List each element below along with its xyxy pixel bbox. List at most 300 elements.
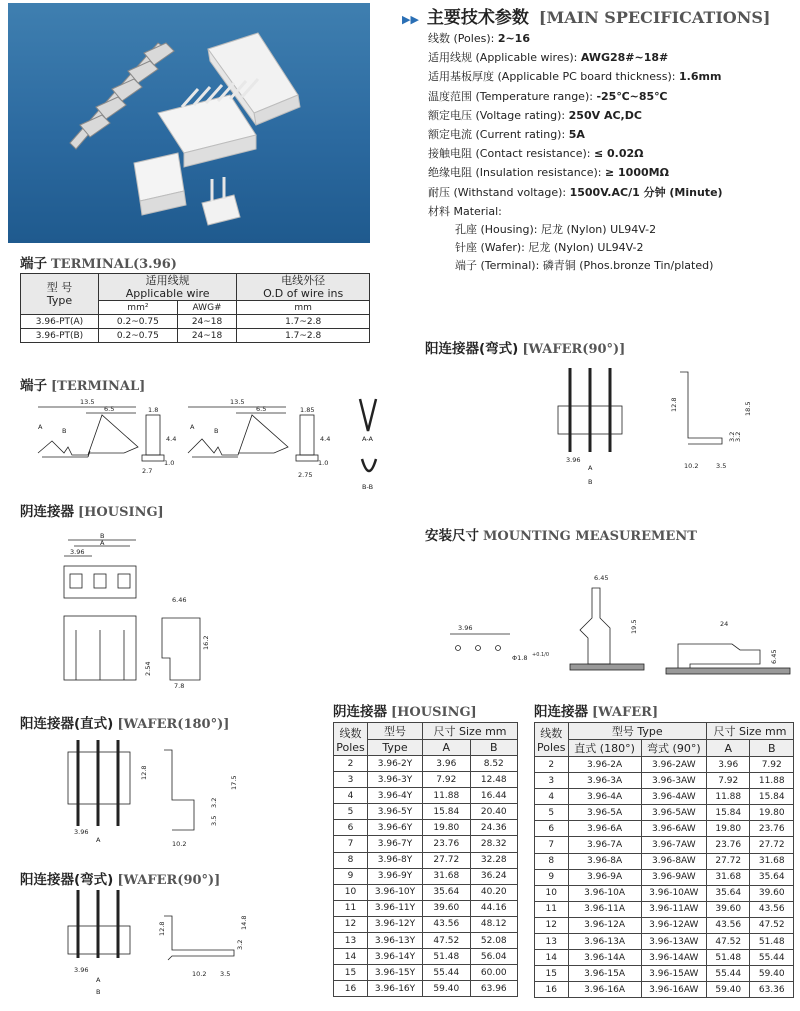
terminal-th-wire: [99, 274, 237, 301]
table-cell: 8.52: [470, 756, 517, 772]
w3-a-label: A: [588, 464, 593, 472]
housing-row: [334, 868, 518, 884]
m-hole-label: Φ1.8: [512, 654, 528, 662]
table-cell: 1.7~2.8: [237, 315, 370, 329]
table-cell: 59.40: [706, 982, 749, 998]
housing-drawing-title: [20, 500, 164, 520]
table-cell: 3.96-16Y: [368, 981, 423, 997]
wafer-row: [535, 885, 794, 901]
table-cell: 11.88: [706, 789, 749, 805]
spec-label: 接触电阻 (Contact resistance):: [428, 147, 594, 161]
table-cell: 39.60: [706, 901, 749, 917]
table-cell: 7: [334, 836, 368, 852]
table-cell: 23.76: [750, 821, 794, 837]
table-cell: 3.96-4AW: [641, 789, 706, 805]
specs-heading-en: [MAIN SPECIFICATIONS]: [538, 8, 771, 27]
spec-row: [428, 125, 723, 144]
terminal-row: [21, 315, 370, 329]
table-cell: 47.52: [706, 934, 749, 950]
table-cell: 39.60: [423, 900, 470, 916]
section-bb-label: B-B: [362, 483, 374, 491]
spec-label: 适用基板厚度 (Applicable PC board thickness):: [428, 70, 680, 84]
title-cn: 阳连接器: [534, 704, 588, 720]
spec-row: [428, 48, 723, 67]
table-cell: 35.64: [706, 885, 749, 901]
table-cell: 3.96-16AW: [641, 982, 706, 998]
terminal-table: [20, 273, 370, 343]
table-cell: 63.36: [750, 982, 794, 998]
t1-mid-label: 6.5: [104, 405, 115, 413]
housing-d-label: 7.8: [174, 682, 185, 690]
table-cell: 56.04: [470, 949, 517, 965]
table-cell: 32.28: [470, 852, 517, 868]
table-cell: 11: [334, 900, 368, 916]
wafer180-drawing-title: [20, 712, 229, 732]
w3-e-label: 3.5: [716, 462, 727, 470]
table-cell: 3.96-10Y: [368, 884, 423, 900]
spec-value: ≥ 1000MΩ: [604, 166, 669, 180]
housing-th-b: B: [470, 740, 517, 756]
arrow-icon: ▶▶: [402, 13, 419, 26]
w2-d-label: 10.2: [192, 970, 207, 978]
table-cell: 51.48: [706, 950, 749, 966]
t2-mid-label: 6.5: [256, 405, 267, 413]
terminal-drawing-title: [20, 374, 145, 394]
wafer-row: [535, 934, 794, 950]
housing-th-size: 尺寸 Size mm: [423, 723, 518, 740]
wafer90-drawing-title: [20, 868, 220, 888]
spec-label: 适用线规 (Applicable wires):: [428, 51, 581, 65]
table-cell: 3.96-10A: [568, 885, 641, 901]
table-cell: 24.36: [470, 820, 517, 836]
table-cell: 0.2~0.75: [99, 329, 178, 343]
w3-p-label: 3.2: [728, 431, 736, 442]
table-cell: 11.88: [423, 788, 470, 804]
title-en: [WAFER(180°)]: [117, 717, 230, 732]
w1-q-label: 3.5: [210, 815, 218, 826]
table-cell: 5: [334, 804, 368, 820]
w1-p-label: 3.2: [210, 797, 218, 808]
table-cell: 16: [535, 982, 569, 998]
table-cell: 3: [334, 772, 368, 788]
t2-r-label: 1.0: [318, 459, 329, 467]
table-cell: 3.96-11AW: [641, 901, 706, 917]
m-h-label: 19.5: [630, 619, 638, 634]
w3-b-label: B: [588, 478, 593, 486]
table-cell: 3.96-12AW: [641, 917, 706, 933]
table-cell: 43.56: [423, 916, 470, 932]
table-cell: 3.96-14AW: [641, 950, 706, 966]
m-tol-label: +0.1/0: [532, 652, 550, 658]
table-cell: 1.7~2.8: [237, 329, 370, 343]
material-label: 材料 Material:: [428, 204, 502, 218]
w1-pitch-label: 3.96: [74, 828, 89, 836]
t1-height-label: 4.4: [166, 435, 177, 443]
table-cell: 9: [535, 869, 569, 885]
table-cell: 13: [535, 934, 569, 950]
housing-row: [334, 852, 518, 868]
housing-th-type-cn: 型号: [368, 723, 423, 740]
terminal-th-type: [21, 274, 99, 315]
housing-row: [334, 949, 518, 965]
table-cell: 19.80: [706, 821, 749, 837]
m-r-label: 6.45: [770, 649, 778, 664]
table-cell: 3.96-16A: [568, 982, 641, 998]
terminal-th-od: [237, 274, 370, 301]
table-cell: 28.32: [470, 836, 517, 852]
table-cell: 3.96-12A: [568, 917, 641, 933]
w2-q-label: 3.5: [220, 970, 231, 978]
table-cell: 2: [535, 757, 569, 773]
table-cell: 27.72: [423, 852, 470, 868]
table-cell: 3.96-4A: [568, 789, 641, 805]
th-od-en: O.D of wire ins: [263, 287, 344, 300]
housing-drawing: [50, 530, 240, 690]
t2-height-label: 4.4: [320, 435, 331, 443]
spec-row: [428, 29, 723, 48]
spec-label: 温度范围 (Temperature range):: [428, 89, 597, 103]
table-cell: 16.44: [470, 788, 517, 804]
table-cell: 3.96-14Y: [368, 949, 423, 965]
wafer-row: [535, 757, 794, 773]
wafer-row: [535, 966, 794, 982]
title-cn: 阳连接器(弯式): [20, 872, 114, 888]
wafer-th-bent: 弯式 (90°): [641, 740, 706, 757]
terminal-table-title: [20, 252, 177, 272]
specs-heading: [402, 3, 771, 28]
wafer-row: [535, 837, 794, 853]
table-cell: 3.96-3AW: [641, 773, 706, 789]
table-cell: 13: [334, 933, 368, 949]
wafer-row: [535, 950, 794, 966]
table-cell: 3.96-8Y: [368, 852, 423, 868]
title-en: [TERMINAL]: [51, 379, 146, 394]
table-cell: 55.44: [750, 950, 794, 966]
housing-th-poles: [334, 723, 368, 756]
material-item: 针座 (Wafer): 尼龙 (Nylon) UL94V-2: [455, 241, 644, 255]
housing-row: [334, 772, 518, 788]
th-en: Poles: [336, 740, 365, 754]
w3-q-label: 3.2: [734, 431, 742, 442]
spec-value: -25℃~85℃: [596, 89, 668, 103]
table-cell: 3.96-11Y: [368, 900, 423, 916]
table-cell: 7.92: [750, 757, 794, 773]
table-cell: 19.80: [750, 805, 794, 821]
spec-value: AWG28#~18#: [580, 51, 669, 65]
table-cell: 3.96-13AW: [641, 934, 706, 950]
table-cell: 15.84: [423, 804, 470, 820]
table-cell: 3.96-11A: [568, 901, 641, 917]
section-aa-label: A-A: [362, 435, 373, 443]
spec-value: ≤ 0.02Ω: [593, 147, 644, 161]
wafer-row: [535, 853, 794, 869]
table-cell: 44.16: [470, 900, 517, 916]
th-type-en: Type: [46, 294, 73, 307]
housing-row: [334, 788, 518, 804]
title-cn: 阴连接器: [20, 504, 74, 520]
table-cell: 3.96-9A: [568, 869, 641, 885]
housing-th-type-en: Type: [368, 740, 423, 756]
table-cell: 3.96-5Y: [368, 804, 423, 820]
table-cell: 11.88: [750, 773, 794, 789]
table-cell: 19.80: [423, 820, 470, 836]
wafer-th-a: A: [706, 740, 749, 757]
t1-r-label: 1.0: [164, 459, 175, 467]
w2-a-label: A: [96, 976, 101, 984]
housing-table: [333, 722, 518, 997]
wafer180-drawing: [60, 740, 250, 850]
material-item: 孔座 (Housing): 尼龙 (Nylon) UL94V-2: [455, 223, 657, 237]
table-cell: 3.96-12Y: [368, 916, 423, 932]
housing-row: [334, 900, 518, 916]
table-cell: 3.96-8A: [568, 853, 641, 869]
title-cn: 阳连接器(弯式): [425, 341, 519, 357]
wafer-th-poles: [535, 723, 569, 757]
table-cell: 14: [334, 949, 368, 965]
table-cell: 3.96-6A: [568, 821, 641, 837]
wafer-row: [535, 901, 794, 917]
table-cell: 3.96-9AW: [641, 869, 706, 885]
terminal-unit-awg: AWG#: [177, 301, 237, 315]
spec-label: 额定电压 (Voltage rating):: [428, 108, 569, 122]
table-cell: 35.64: [423, 884, 470, 900]
title-en: [HOUSING]: [78, 505, 164, 520]
w1-a-label: A: [96, 836, 101, 844]
housing-table-title: [333, 700, 477, 720]
w1-h-label: 12.8: [140, 765, 148, 780]
table-cell: 3.96-2Y: [368, 756, 423, 772]
spec-value: 1.6mm: [679, 70, 722, 84]
wafer-row: [535, 821, 794, 837]
w1-d-label: 10.2: [172, 840, 187, 848]
th-cn: 线数: [540, 727, 563, 740]
table-cell: 3.96-3Y: [368, 772, 423, 788]
spec-row: [428, 67, 723, 86]
mounting-drawing: [440, 568, 795, 688]
table-cell: 10: [334, 884, 368, 900]
table-cell: 16: [334, 981, 368, 997]
wafer-table-title: [534, 700, 658, 720]
table-cell: 51.48: [750, 934, 794, 950]
t1-width-label: 1.8: [148, 406, 159, 414]
wafer-table: [534, 722, 794, 998]
table-cell: 3.96-7A: [568, 837, 641, 853]
table-cell: 3.96-14A: [568, 950, 641, 966]
table-cell: 12: [334, 916, 368, 932]
table-cell: 27.72: [706, 853, 749, 869]
table-cell: 3.96-7Y: [368, 836, 423, 852]
housing-row: [334, 933, 518, 949]
wafer-th-b: B: [750, 740, 794, 757]
table-cell: 3.96-6AW: [641, 821, 706, 837]
table-cell: 36.24: [470, 868, 517, 884]
table-cell: 51.48: [423, 949, 470, 965]
table-cell: 7: [535, 837, 569, 853]
housing-th-a: A: [423, 740, 470, 756]
wafer90-drawing: [60, 890, 250, 1000]
table-cell: 3.96-4Y: [368, 788, 423, 804]
table-cell: 3.96-8AW: [641, 853, 706, 869]
wafer-row: [535, 982, 794, 998]
table-cell: 3.96-2A: [568, 757, 641, 773]
spec-row: [428, 163, 723, 182]
terminal-unit-mm2: mm²: [99, 301, 178, 315]
th-cn: 线数: [339, 726, 362, 740]
wafer-row: [535, 805, 794, 821]
housing-row: [334, 820, 518, 836]
title-en: [HOUSING]: [391, 705, 477, 720]
table-cell: 3.96-5A: [568, 805, 641, 821]
t2-base-label: 2.75: [298, 471, 313, 479]
t2-length-label: 13.5: [230, 398, 245, 406]
table-cell: 3.96: [423, 756, 470, 772]
table-cell: 3.96-13A: [568, 934, 641, 950]
table-cell: 3.96: [706, 757, 749, 773]
w2-t-label: 14.8: [240, 915, 248, 930]
wafer-row: [535, 869, 794, 885]
table-cell: 4: [535, 789, 569, 805]
spec-value: 250V AC,DC: [568, 108, 642, 122]
table-cell: 9: [334, 868, 368, 884]
w3-h-label: 12.8: [670, 397, 678, 412]
table-cell: 20.40: [470, 804, 517, 820]
housing-row: [334, 965, 518, 981]
housing-row: [334, 804, 518, 820]
table-cell: 24~18: [177, 315, 237, 329]
terminal-drawing: [28, 395, 400, 495]
table-cell: 59.40: [423, 981, 470, 997]
th-od-cn: 电线外径: [281, 274, 326, 287]
table-cell: 15.84: [706, 805, 749, 821]
specs-list: [428, 29, 723, 275]
table-cell: 31.68: [750, 853, 794, 869]
table-cell: 59.40: [750, 966, 794, 982]
table-cell: 3.96-2AW: [641, 757, 706, 773]
table-cell: 4: [334, 788, 368, 804]
housing-pitch-label: 3.96: [70, 548, 85, 556]
table-cell: 3.96-5AW: [641, 805, 706, 821]
table-cell: 3.96-13Y: [368, 933, 423, 949]
mounting-title: [425, 524, 697, 544]
table-cell: 3.96-PT(B): [21, 329, 99, 343]
table-cell: 3.96-3A: [568, 773, 641, 789]
terminal-table-title-en: TERMINAL(3.96): [51, 257, 177, 272]
w2-p-label: 3.2: [236, 939, 244, 950]
specs-heading-cn: 主要技术参数: [426, 8, 529, 28]
housing-s-label: 2.54: [144, 661, 152, 676]
w2-b-label: B: [96, 988, 101, 996]
table-cell: 63.96: [470, 981, 517, 997]
table-cell: 23.76: [423, 836, 470, 852]
table-cell: 12.48: [470, 772, 517, 788]
table-cell: 47.52: [750, 917, 794, 933]
table-cell: 14: [535, 950, 569, 966]
title-en: [WAFER]: [592, 705, 659, 720]
spec-value: 5A: [568, 128, 585, 142]
m-w-label: 6.45: [594, 574, 609, 582]
table-cell: 43.56: [750, 901, 794, 917]
table-cell: 23.76: [706, 837, 749, 853]
table-cell: 6: [535, 821, 569, 837]
spec-row: [428, 106, 723, 125]
t2-b-label: B: [214, 427, 219, 435]
housing-h-label: 16.2: [202, 635, 210, 650]
table-cell: 3.96-6Y: [368, 820, 423, 836]
table-cell: 24~18: [177, 329, 237, 343]
title-en: [WAFER(90°)]: [117, 873, 221, 888]
wafer-th-type: 型号 Type: [568, 723, 706, 740]
table-cell: 31.68: [706, 869, 749, 885]
spec-label: 线数 (Poles):: [428, 32, 498, 45]
table-cell: 3.96-7AW: [641, 837, 706, 853]
table-cell: 55.44: [423, 965, 470, 981]
housing-row: [334, 836, 518, 852]
wafer-row: [535, 917, 794, 933]
table-cell: 7.92: [423, 772, 470, 788]
th-wire-en: Applicable wire: [125, 287, 210, 300]
spec-label: 绝缘电阻 (Insulation resistance):: [428, 166, 605, 180]
t1-base-label: 2.7: [142, 467, 153, 475]
table-cell: 15: [334, 965, 368, 981]
housing-row: [334, 756, 518, 772]
wafer90-right-drawing: [550, 362, 790, 492]
table-cell: 12: [535, 917, 569, 933]
w1-t-label: 17.5: [230, 775, 238, 790]
table-cell: 31.68: [423, 868, 470, 884]
t2-width-label: 1.85: [300, 406, 315, 414]
terminal-table-title-cn: 端子: [20, 256, 47, 272]
th-type-cn: 型 号: [46, 281, 73, 294]
table-cell: 55.44: [706, 966, 749, 982]
th-en: Poles: [537, 741, 566, 754]
wafer-row: [535, 789, 794, 805]
m-pitch-label: 3.96: [458, 624, 473, 632]
table-cell: 35.64: [750, 869, 794, 885]
connector-photo-illustration: [8, 3, 370, 243]
table-cell: 40.20: [470, 884, 517, 900]
table-cell: 27.72: [750, 837, 794, 853]
table-cell: 3: [535, 773, 569, 789]
title-en: [WAFER(90°)]: [522, 342, 626, 357]
wafer-row: [535, 773, 794, 789]
housing-row: [334, 916, 518, 932]
wafer90-right-title: [425, 337, 625, 357]
terminal-unit-mm: mm: [237, 301, 370, 315]
table-cell: 3.96-10AW: [641, 885, 706, 901]
t1-length-label: 13.5: [80, 398, 95, 406]
table-cell: 43.56: [706, 917, 749, 933]
housing-b-label: B: [100, 532, 105, 540]
table-cell: 3.96-15AW: [641, 966, 706, 982]
table-cell: 0.2~0.75: [99, 315, 178, 329]
t1-a-label: A: [38, 423, 43, 431]
housing-w-label: 6.46: [172, 596, 187, 604]
material-item: 端子 (Terminal): 磷青铜 (Phos.bronze Tin/plated): [455, 259, 714, 273]
table-cell: 11: [535, 901, 569, 917]
table-cell: 48.12: [470, 916, 517, 932]
table-cell: 39.60: [750, 885, 794, 901]
table-cell: 47.52: [423, 933, 470, 949]
w2-h-label: 12.8: [158, 921, 166, 936]
title-cn: 阳连接器(直式): [20, 716, 114, 732]
table-cell: 8: [535, 853, 569, 869]
spec-row: [428, 183, 723, 202]
housing-a-label: A: [100, 539, 105, 547]
housing-row: [334, 981, 518, 997]
w3-pitch-label: 3.96: [566, 456, 581, 464]
w2-pitch-label: 3.96: [74, 966, 89, 974]
table-cell: 52.08: [470, 933, 517, 949]
